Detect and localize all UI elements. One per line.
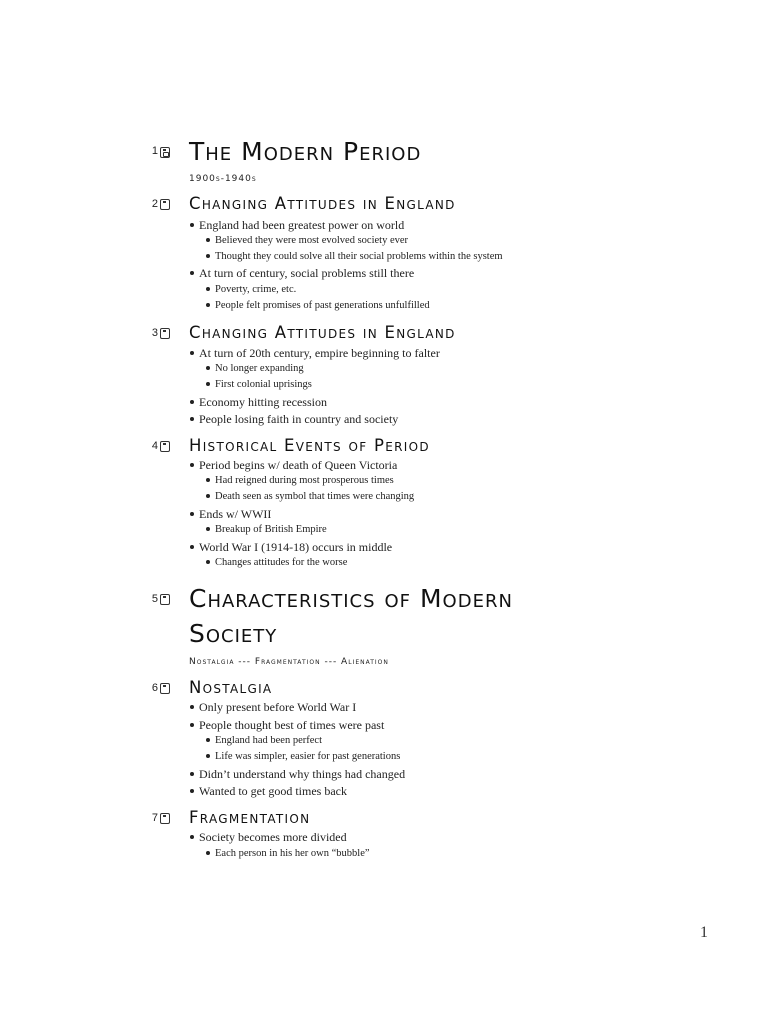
bullet: England had been greatest power on world <box>190 218 404 233</box>
slide-title: Historical Events of Period <box>189 436 430 455</box>
bullet: Only present before World War I <box>190 700 356 715</box>
slide-number: 1 <box>151 145 158 157</box>
slide-icon <box>160 328 170 339</box>
sub-bullet: Death seen as symbol that times were changing <box>206 491 414 502</box>
slide-title-line-2: Society <box>189 619 278 648</box>
sub-bullet: Life was simpler, easier for past generations <box>206 751 400 762</box>
bullet: World War I (1914-18) occurs in middle <box>190 540 392 555</box>
slide-title: Changing Attitudes in England <box>189 323 456 342</box>
sub-bullet: Poverty, crime, etc. <box>206 284 296 295</box>
bullet: Ends w/ WWII <box>190 507 271 522</box>
bullet: Society becomes more divided <box>190 830 347 845</box>
sub-bullet: Each person in his her own “bubble” <box>206 848 370 859</box>
sub-bullet: Had reigned during most prosperous times <box>206 475 394 486</box>
sub-bullet: People felt promises of past generations unfulfilled <box>206 300 430 311</box>
sub-bullet: First colonial uprisings <box>206 379 312 390</box>
slide-icon <box>160 813 170 824</box>
bullet: At turn of 20th century, empire beginning to falter <box>190 346 440 361</box>
slide-icon <box>160 683 170 694</box>
bullet: Wanted to get good times back <box>190 784 347 799</box>
slide-title: Fragmentation <box>189 808 311 827</box>
slide-number: 7 <box>151 812 158 824</box>
slide-icon <box>160 199 170 210</box>
bullet: Didn’t understand why things had changed <box>190 767 405 782</box>
slide-number: 3 <box>151 327 158 339</box>
sub-bullet: Breakup of British Empire <box>206 524 327 535</box>
sub-bullet: England had been perfect <box>206 735 322 746</box>
slide-title-line-1: Characteristics of Modern <box>189 584 513 613</box>
slide-number: 4 <box>151 440 158 452</box>
slide-number: 5 <box>151 593 158 605</box>
bullet: Period begins w/ death of Queen Victoria <box>190 458 397 473</box>
bullet: People thought best of times were past <box>190 718 384 733</box>
slide-number: 2 <box>151 198 158 210</box>
slide-icon <box>160 594 170 605</box>
slide-icon <box>160 147 170 158</box>
slide-subtitle: Nostalgia --- Fragmentation --- Alienation <box>189 657 389 667</box>
sub-bullet: Thought they could solve all their social problems within the system <box>206 251 503 262</box>
slide-subtitle: 1900s-1940s <box>189 174 257 184</box>
slide-icon <box>160 441 170 452</box>
sub-bullet: No longer expanding <box>206 363 304 374</box>
slide-title: Nostalgia <box>189 678 273 697</box>
sub-bullet: Believed they were most evolved society ever <box>206 235 408 246</box>
bullet: Economy hitting recession <box>190 395 327 410</box>
sub-bullet: Changes attitudes for the worse <box>206 557 347 568</box>
page-number: 1 <box>700 924 708 941</box>
bullet: People losing faith in country and society <box>190 412 398 427</box>
slide-number: 6 <box>151 682 158 694</box>
bullet: At turn of century, social problems still there <box>190 266 414 281</box>
slide-title: The Modern Period <box>189 137 422 166</box>
slide-title: Changing Attitudes in England <box>189 194 456 213</box>
